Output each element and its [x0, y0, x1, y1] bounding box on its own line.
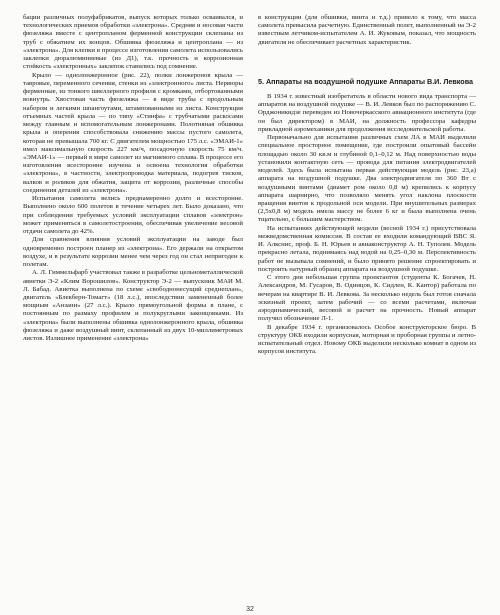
paragraph: Первоначально для испытания различных схем ЛА в МАИ выделили специальное просторное помещение, где построили опытовый бассейн площадью около 30 кв.м и глубиной 0,1–0,12 м. Над поверхностью воды установили контактную сеть — провода для питания электродвигателей моделей. Здесь была испытана первая действующая модель (рис. 23,а) аппарата на воздушной подушке. Два электродвигателя по 360 Вт с воздушными винтами (диамет ром около 0,8 м) крепились к корпусу аппарата шарнирно, что позволяло менять угол наклона плоскости вращения винтов к продольной оси модели. При внушительных размерах (2,5х0,8 м) модель имела массу не более 6 кг и была выполнена очень тщательно, с большим мастерством.	[258, 134, 476, 224]
page-number: 32	[246, 606, 254, 613]
paragraph: В декабре 1934 г. организовалось Особое конструкторское бюро. В структуру ОКБ входили корпусная, моторная и проборная группы и летно-испытательный отдел. Новому ОКБ выделили несколько комнат в одном из корпусов института.	[258, 323, 476, 356]
paragraph: бации различных полуфабрикатов, выпуск которых только осваивался, и технологических приемов обработки «электрона». Средняя и носовая части фюзеляжа вместе с центропланом ферменной конструкции склепаны из труб с обжатием их концов. Обшивка фюзеляжа и центроплана — из «электрона». Для клепки в процессе изготовления самолета использовались заклепки дюралюминиевые (из Д1), т.к. прочность и коррозионная стойкость «электронных» заклепок ставились под сомнение.	[23, 14, 243, 71]
paragraph: А. Л. Гиммельфарб участвовал также в разработке цельнометаллической авиетки Э-2 «Клим Ворошилов». Конструктор Э-2 — выпускник МАИ М. Л. Бабад. Авиетка выполнена по схеме «свободнонесущий среднеплан», двигатель «Блекберн-Томагт» (18 л.с.), впоследствии замененный более мощным «Анзани» (27 л.с.). Крыло прямоугольной формы в плане, с постоянным по размаху профилем и полукруглыми законцовками. Из «электрона» были выполнены обшивка однолонжеронного крыла, обшивка фюзеляжа и даже воздушный винт, склепанный из двух 10-миллиметровых листов. Излишнее применение «электрона»	[23, 269, 243, 343]
right-text-column	[258, 14, 476, 356]
paragraph: В 1934 г. известный изобретатель в области нового вида транспорта — аппаратов на воздушной подушке — В. И. Левков был по распоряжению С. Орджоникидзе переведен из Новочеркасского авиационного института (где он был директором) в МАИ, на должность профессора кафедры прикладной аэромеханики для продолжения исследовательской работы.	[258, 92, 476, 133]
left-text-column	[23, 14, 243, 343]
paragraph: Крыло — однолонжеронное (рис. 22), полки лонжеронов крыла — тавровые, переменного сечения, стенки из «электронного» листа. Нервюры ферменные, из тонкого швеллерного профиля с кромками, отбортованными вовнутрь. Хвостовая часть фюзеляжа — в виде трубы с продольным набором и легкими шпангоутами, штампованными из листа. Конструкция отъемных частей крыла — по типу «Стинфа» с трубчатыми раскосами между главным и вспомогательным лонжеронами. Полотняная обшивка крыла и оперения способствовала снижению массы пустого самолета, которая не превышала 700 кг. С двигателем мощностью 175 л.с. «ЭМАИ-1» имел максимальную скорость 227 км/ч, посадочную скорость 75 км/ч. «ЭМАИ-1» — первый в мире самолет из магниевого сплава. В процессе его изготовления всесторонне изучена и освоена технология обработки «электрона», в частности, электропроводка материала, подогрев тисков, валков и роликов для обжатия, защита от коррозии, различные способы соединения деталей из «электрона».	[23, 71, 243, 194]
paragraph: Для сравнения влияния условий эксплуатации на заводе был одновременно построен планер из «электрона». Его держали на открытом воздухе, и в результате коррозии менее чем через год он стал непригоден к полетам.	[23, 236, 243, 269]
paragraph: На испытаниях действующей модели (весной 1934 г.) присутствовала межведомственная комиссия. В состав ее входили командующий ВВС Я. И. Алкснис, проф. Б. Н. Юрьев и авиаконструктор А. Н. Туполев. Модель прекрасно летала, поднимаясь над водой на 0,25–0,30 м. Перспективность работ не вызывала сомнений, и было принято решение спроектировать и построить натурный образец аппарата на воздушной подушке.	[258, 224, 476, 273]
paragraph: Испытания самолета велись преднамеренно долго и всесторонне. Выполнено около 600 полетов в течение четырех лет. Было доказано, что при соблюдении требуемых условий эксплуатации сплавов «электрон» может применяться в самолетостроении, обеспечивая увеличение весовой отдачи самолета до 42%.	[23, 195, 243, 236]
section-heading: 5. Аппараты на воздушной подушке Аппараты В.И. Левкова	[258, 76, 474, 86]
paragraph: С этого дня небольшая группа проектантов (студенты К. Богачев, Н. Александров, М. Гусаров, В. Одинцов, К. Сидлен, К. Кантор) работала по вечерам на квартире В. И. Левкова. За несколько недель был готов сначала эскизный проект, затем рабочий — со всеми расчетами, включая аэродинамический, весовой и расчет на прочность. Новый аппарат получил обозначение Л-1.	[258, 274, 476, 323]
paragraph: в конструкции (для обшивки, винта и т.д.) привело к тому, что масса самолета превысила расчетную. Единственный полет, выполненный на Э-2 известным летчиком-испытателем А. И. Жуковым, показал, что мощность двигателя не обеспечивает расчетных характеристик.	[258, 14, 476, 46]
